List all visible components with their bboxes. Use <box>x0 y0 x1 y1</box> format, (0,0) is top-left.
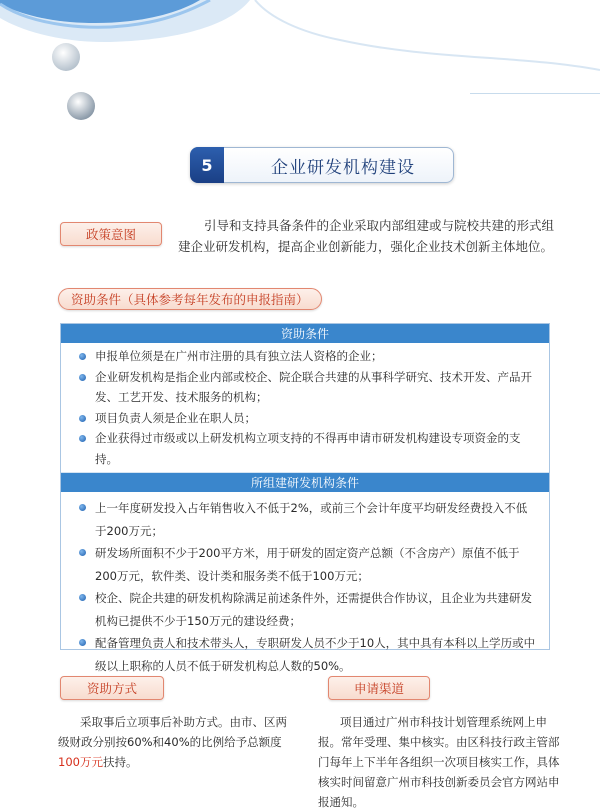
funding-label: 资助方式 <box>60 676 164 700</box>
list-item: 校企、院企共建的研发机构除满足前述条件外，还需提供合作协议，且企业为共建研发机构已提供不少于150万元的建设经费； <box>79 587 537 632</box>
conditions-box-title: 资助条件 <box>61 324 549 343</box>
section-title: 企业研发机构建设 <box>271 157 415 178</box>
list-item: 研发场所面积不少于200平方米，用于研发的固定资产总额（不含房产）原值不低于200万元，软件类、设计类和服务类不低于100万元； <box>79 542 537 587</box>
conditions-box <box>60 323 550 673</box>
funding-text <box>58 712 293 772</box>
institution-conditions-list <box>61 492 549 677</box>
funding-amount: 100万元 <box>58 755 103 769</box>
channel-text: 项目通过广州市科技计划管理系统网上申报。常年受理、集中核实。由区科技行政主管部门每年上下半年各组织一次项目核实工作，具体核实时间留意广州市科技创新委员会官方网站申报通知。 <box>318 715 560 809</box>
list-item: 项目负责人须是企业在职人员； <box>79 408 537 429</box>
policy-text-block <box>178 215 562 257</box>
list-item: 企业研发机构是指企业内部或校企、院企联合共建的从事科学研究、技术开发、产品开发、工艺开发、技术服务的机构； <box>79 367 537 408</box>
list-item: 申报单位须是在广州市注册的具有独立法人资格的企业； <box>79 346 537 367</box>
conditions-list <box>61 343 549 472</box>
channel-label: 申请渠道 <box>328 676 430 700</box>
channel-text-block <box>318 712 563 812</box>
header-rule <box>470 93 600 94</box>
list-item: 配备管理负责人和技术带头人，专职研发人员不少于10人，其中具有本科以上学历或中级以上职称的人员不低于研发机构总人数的50%。 <box>79 632 537 677</box>
funding-text-end: 扶持。 <box>102 755 138 769</box>
institution-box-title: 所组建研发机构条件 <box>61 472 549 492</box>
list-item: 上一年度研发投入占年销售收入不低于2%，或前三个会计年度平均研发经费投入不低于200万元； <box>79 497 537 542</box>
list-item: 企业获得过市级或以上研发机构立项支持的不得再申请市研发机构建设专项资金的支持。 <box>79 428 537 469</box>
section-number: 5 <box>190 147 224 183</box>
policy-label: 政策意图 <box>60 222 162 246</box>
conditions-label: 资助条件（具体参考每年发布的申报指南） <box>58 288 322 310</box>
funding-text-main: 采取事后立项事后补助方式。由市、区两级财政分别按60%和40%的比例给予总额度 <box>58 715 287 749</box>
funding-text-block <box>58 712 293 772</box>
section-heading <box>190 147 454 183</box>
policy-text: 引导和支持具备条件的企业采取内部组建或与院校共建的形式组建企业研发机构，提高企业创新能力，强化企业技术创新主体地位。 <box>178 218 555 254</box>
